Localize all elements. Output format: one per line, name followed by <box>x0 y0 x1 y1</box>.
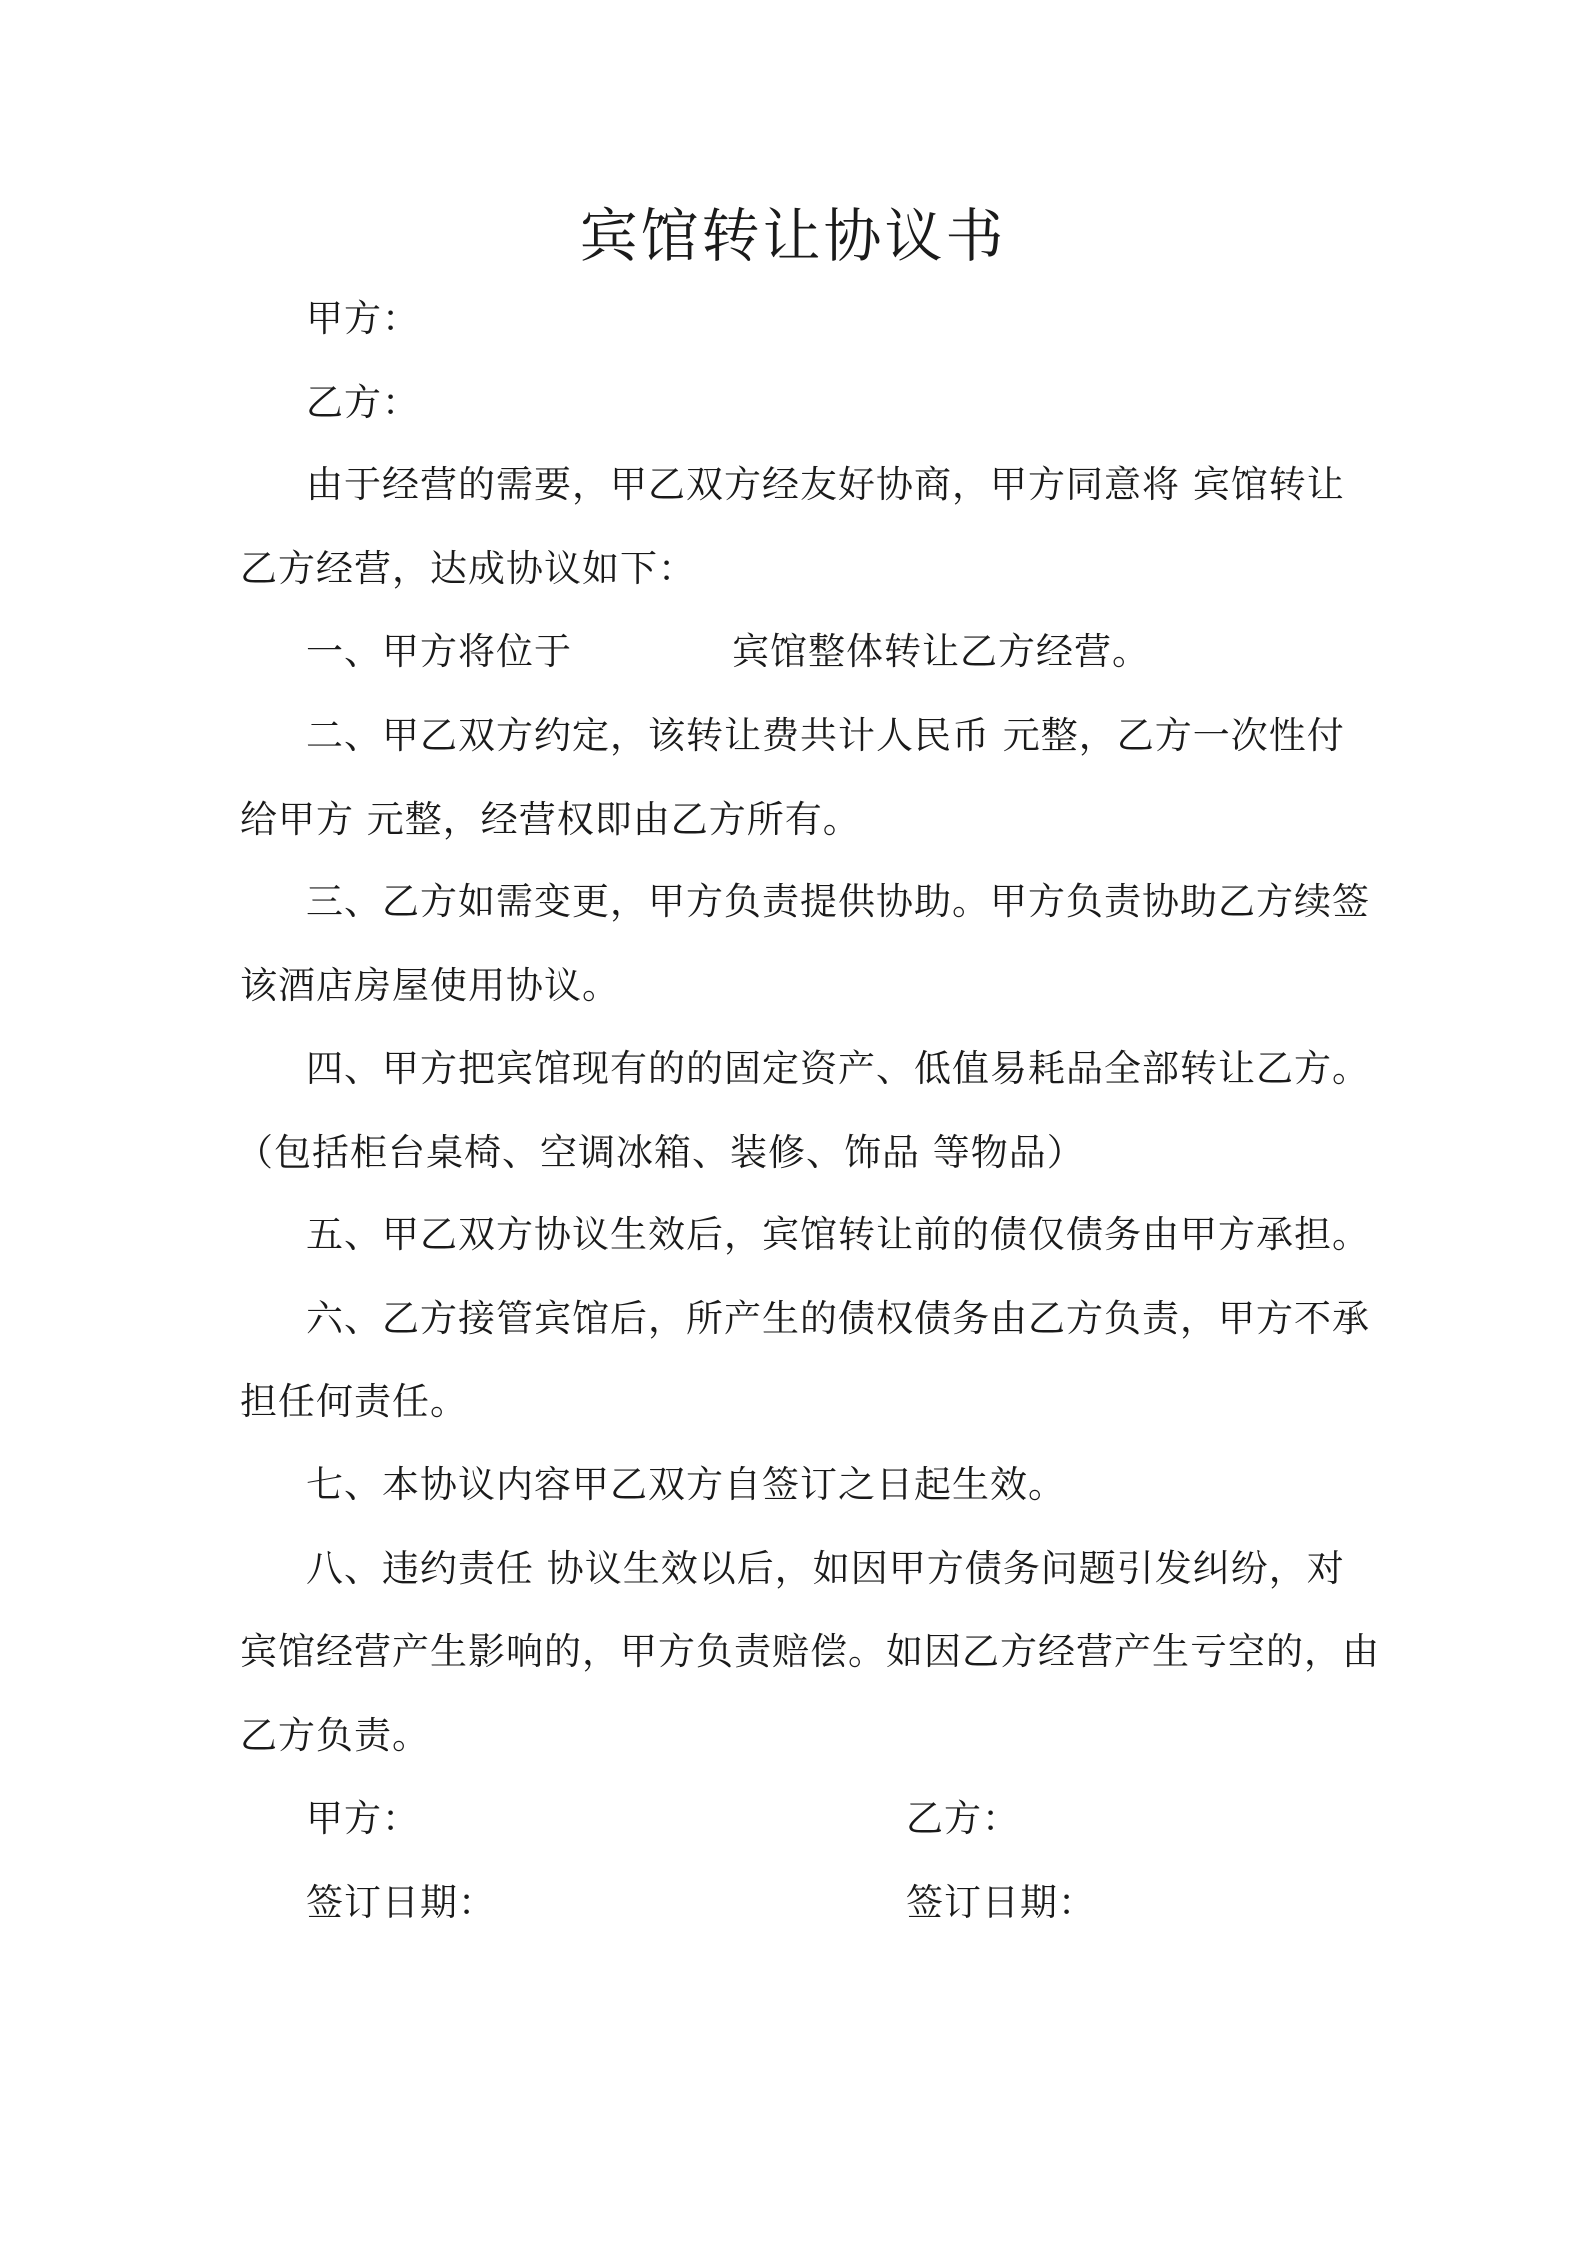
clause-3-line-1: 三、乙方如需变更，甲方负责提供协助。甲方负责协助乙方续签 <box>306 880 1370 923</box>
clause-4-line-1: 四、甲方把宾馆现有的的固定资产、低值易耗品全部转让乙方。 <box>306 1047 1370 1090</box>
signature-party-a: 甲方： <box>306 1797 420 1840</box>
signature-date-a: 签订日期： <box>306 1881 496 1924</box>
clause-2-line-2: 给甲方 元整，经营权即由乙方所有。 <box>240 798 861 841</box>
clause-2-line-1: 二、甲乙双方约定，该转让费共计人民币 元整，乙方一次性付 <box>306 714 1345 757</box>
clause-6-line-2: 担任何责任。 <box>240 1380 468 1423</box>
party-a-label: 甲方： <box>306 297 420 340</box>
clause-8-line-3: 乙方负责。 <box>240 1714 430 1757</box>
clause-4-line-2: （包括柜台桌椅、空调冰箱、装修、饰品 等物品） <box>236 1131 1085 1174</box>
clause-1-part-b: 宾馆整体转让乙方经营。 <box>732 630 1150 673</box>
clause-7-line-1: 七、本协议内容甲乙双方自签订之日起生效。 <box>306 1463 1066 1506</box>
signature-party-b: 乙方： <box>906 1797 1020 1840</box>
clause-8-line-2: 宾馆经营产生影响的，甲方负责赔偿。如因乙方经营产生亏空的，由 <box>240 1630 1380 1673</box>
document-title: 宾馆转让协议书 <box>579 202 1007 270</box>
intro-line-2: 乙方经营，达成协议如下： <box>240 547 696 590</box>
clause-1 <box>306 627 1150 677</box>
clause-8-line-1: 八、违约责任 协议生效以后，如因甲方债务问题引发纠纷，对 <box>306 1547 1345 1590</box>
clause-5-line-1: 五、甲乙双方协议生效后，宾馆转让前的债仅债务由甲方承担。 <box>306 1213 1370 1256</box>
signature-date-b: 签订日期： <box>906 1881 1096 1924</box>
clause-3-line-2: 该酒店房屋使用协议。 <box>240 964 620 1007</box>
party-b-label: 乙方： <box>306 381 420 424</box>
clause-1-part-a: 一、甲方将位于 <box>306 630 572 673</box>
intro-line-1: 由于经营的需要，甲乙双方经友好协商，甲方同意将 宾馆转让 <box>306 463 1345 506</box>
clause-6-line-1: 六、乙方接管宾馆后，所产生的债权债务由乙方负责，甲方不承 <box>306 1297 1370 1340</box>
